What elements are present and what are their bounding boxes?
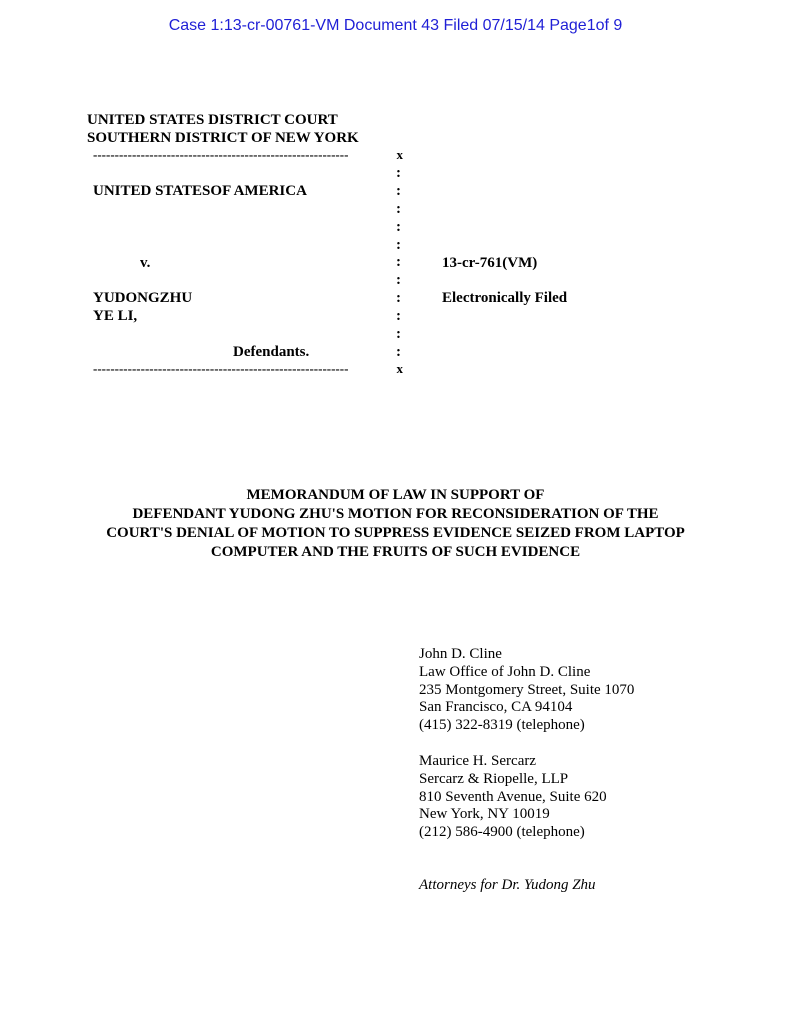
attorneys-for-line: Attorneys for Dr. Yudong Zhu [419, 877, 596, 893]
caption-colon: : [396, 326, 401, 342]
caption-colon: : [396, 344, 401, 360]
court-name-line1: UNITED STATES DISTRICT COURT [87, 112, 338, 128]
counsel-city: New York, NY 10019 [419, 806, 550, 823]
counsel-firm: Law Office of John D. Cline [419, 663, 591, 680]
title-line-1: MEMORANDUM OF LAW IN SUPPORT OF [246, 487, 545, 503]
caption-colon: : [396, 237, 401, 253]
defendants-label: Defendants. [233, 344, 310, 360]
caption-colon: : [396, 165, 401, 181]
caption-colon: : [396, 254, 401, 270]
caption-colon: : [396, 308, 401, 324]
title-line-2: DEFENDANT YUDONG ZHU'S MOTION FOR RECONSIDERATION OF THE [132, 506, 659, 522]
court-name-line2: SOUTHERN DISTRICT OF NEW YORK [87, 130, 359, 146]
counsel-name: John D. Cline [419, 646, 502, 662]
title-line-4: COMPUTER AND THE FRUITS OF SUCH EVIDENCE [210, 544, 581, 560]
caption-bottom-rule: ----------------------------------------------------------- x [93, 361, 403, 376]
counsel-block-1 [419, 646, 634, 735]
versus-label: v. [140, 255, 151, 271]
caption-colon: : [396, 290, 401, 306]
caption-colon: : [396, 201, 401, 217]
counsel-phone: (415) 322-8319 (telephone) [419, 717, 585, 734]
defendant-name-1: YUDONGZHU [93, 290, 193, 306]
counsel-city: San Francisco, CA 94104 [419, 699, 573, 716]
electronic-filing-note: Electronically Filed [442, 290, 568, 306]
counsel-block-2 [419, 753, 607, 842]
counsel-firm: Sercarz & Riopelle, LLP [419, 770, 569, 787]
caption-colon: : [396, 272, 401, 288]
caption-colon: : [396, 219, 401, 235]
counsel-phone: (212) 586-4900 (telephone) [419, 824, 585, 841]
caption-top-rule: ----------------------------------------------------------- x [93, 147, 403, 162]
counsel-street: 810 Seventh Avenue, Suite 620 [419, 788, 607, 805]
document-title [0, 486, 791, 562]
case-number: 13-cr-761(VM) [442, 255, 538, 271]
counsel-name: Maurice H. Sercarz [419, 753, 537, 769]
title-line-3: COURT'S DENIAL OF MOTION TO SUPPRESS EVIDENCE SEIZED FROM LAPTOP [106, 525, 685, 541]
defendant-name-2: YE LI, [93, 308, 138, 324]
counsel-street: 235 Montgomery Street, Suite 1070 [419, 681, 635, 698]
caption-colon: : [396, 183, 401, 199]
plaintiff-name: UNITED STATESOF AMERICA [93, 183, 307, 199]
ecf-header-stamp: Case 1:13-cr-00761-VM Document 43 Filed 07/15/14 Page1of 9 [168, 17, 623, 34]
